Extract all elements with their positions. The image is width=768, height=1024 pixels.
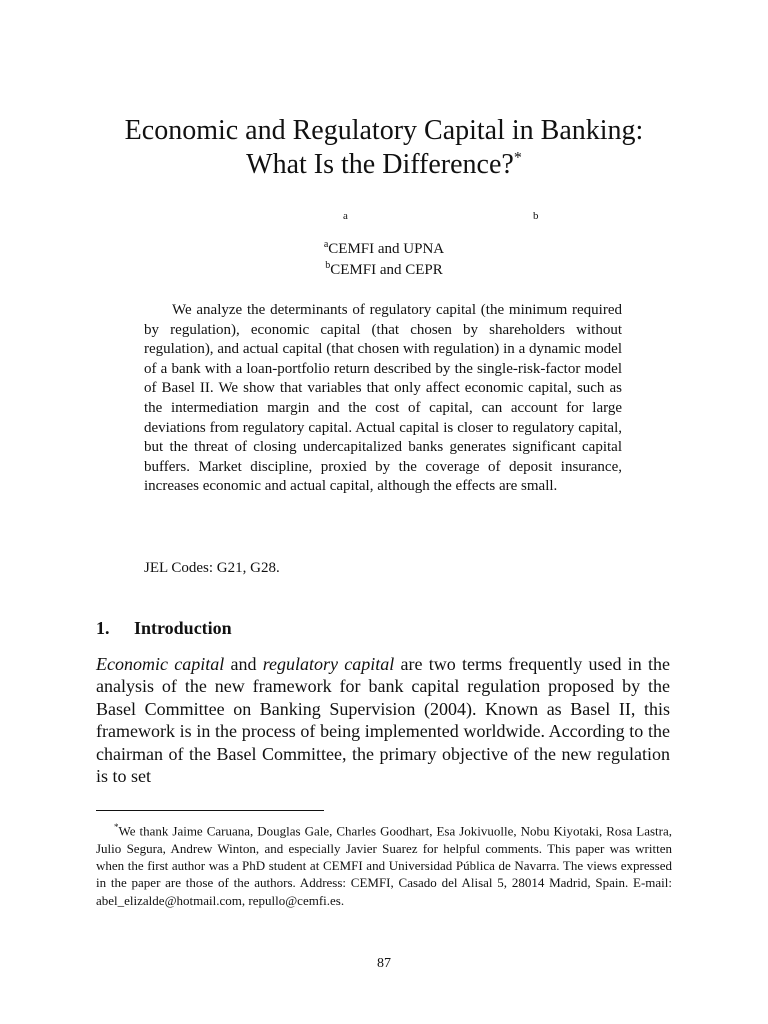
section-heading [96, 617, 232, 639]
affiliation-b-mark: b [325, 260, 331, 271]
jel-codes: JEL Codes: G21, G28. [144, 560, 280, 576]
author-mark-b: b [533, 210, 539, 222]
title-footnote-marker: * [513, 149, 522, 167]
affiliation-b-text: CEMFI and CEPR [330, 262, 443, 278]
footnote-marker: * [114, 822, 119, 832]
affiliation-a-mark: a [323, 239, 329, 250]
paper-title [60, 114, 708, 182]
author-mark-a: a [343, 210, 348, 222]
title-line-1: Economic and Regulatory Capital in Banking: [124, 115, 644, 146]
title-line-2: What Is the Difference? [246, 149, 514, 180]
page-number: 87 [377, 956, 391, 971]
affiliation-b [0, 255, 768, 281]
section-number: 1. [96, 618, 110, 638]
abstract: We analyze the determinants of regulatory capital (the minimum required by regulation), economic capital (that chosen by shareholders without regulation), and actual capital (that chosen with regulation) in a dynamic model of a bank with a loan-portfolio return described by the single-risk-factor model of Basel II. We show that variables that only affect economic capital, such as the intermediation margin and the cost of capital, can account for large deviations from regulatory capital. Actual capital is closer to regulatory capital, but the threat of closing undercapitalized banks generates significant capital buffers. Market discipline, proxied by the coverage of deposit insurance, increases economic and actual capital, although the effects are small. [144, 302, 622, 495]
introduction-paragraph [96, 653, 670, 787]
footnote [96, 819, 672, 909]
affiliation-a-text: CEMFI and UPNA [328, 241, 445, 257]
section-title: Introduction [134, 618, 232, 638]
term-economic-capital: Economic capital [96, 654, 225, 674]
term-regulatory-capital: regulatory capital [262, 654, 395, 674]
intro-body: are two terms frequently used in the analysis of the new framework for bank capital regulation proposed by the Basel Committee on Banking Supervision (2004). Known as Basel II, this framework is in the process of being implemented worldwide. According to the chairman of the Basel Committee, the primary objective of the new regulation is to set [96, 654, 670, 787]
author-line [0, 210, 768, 226]
intro-and: and [224, 654, 263, 674]
footnote-text: We thank Jaime Caruana, Douglas Gale, Charles Goodhart, Esa Jokivuolle, Nobu Kiyotaki, Rosa Lastra, Julio Segura, Andrew Winton, and especially Javier Suarez for helpful comments. This paper was written when the first author was a PhD student at CEMFI and Universidad Pública de Navarra. The views expressed in the paper are those of the authors. Address: CEMFI, Casado del Alisal 5, 28014 Madrid, Spain. E-mail: abel_elizalde@hotmail.com, repullo@cemfi.es. [96, 823, 672, 908]
footnote-divider [96, 810, 324, 811]
